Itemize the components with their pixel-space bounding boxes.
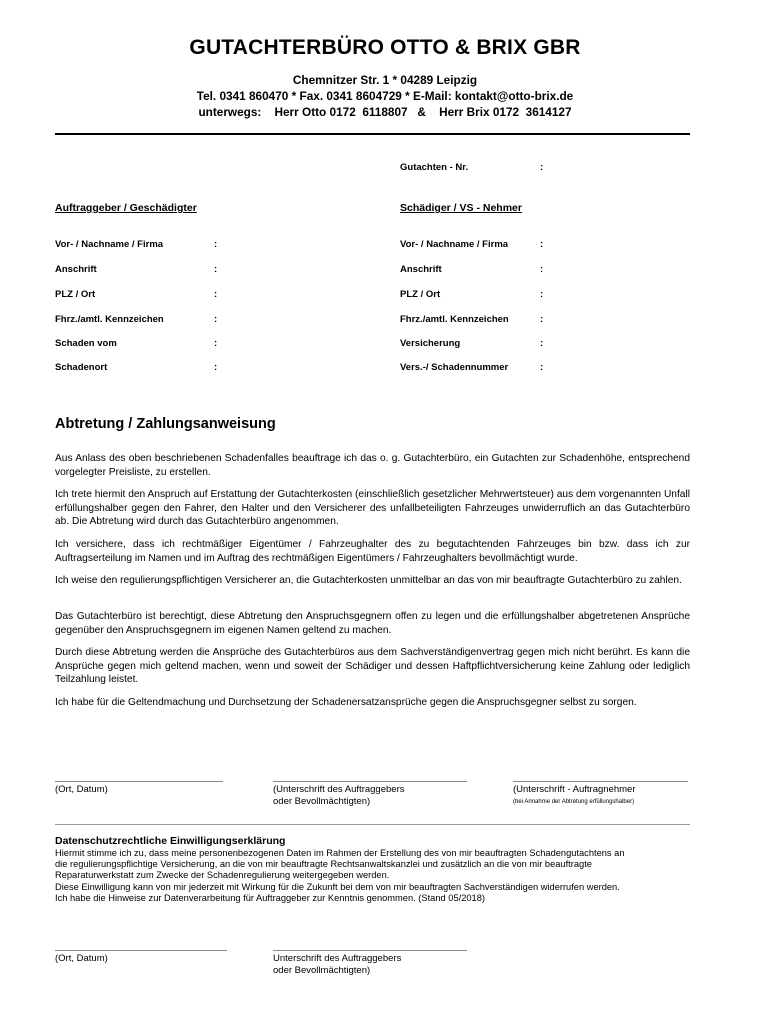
left-field-schaden-vom: Schaden vom: [55, 338, 117, 349]
right-field-plz-ort: PLZ / Ort: [400, 289, 441, 300]
gutachten-nr-label: Gutachten - Nr.: [400, 162, 469, 173]
sig-auftragnehmer-label: (Unterschrift - Auftragnehmer: [513, 784, 636, 795]
abtretung-paragraph-4: Ich weise den regulierungspflichtigen Versicherer an, die Gutachterkosten unmittelbar an das von mir beauftragte Gutachterbüro zu zahlen.: [55, 575, 682, 586]
left-field-anschrift: Anschrift: [55, 264, 97, 275]
datenschutz-line-4: Diese Einwilligung kann von mir jederzeit mit Wirkung für die Zukunft bei dem von mir beauftragten Sachverständigen widerrufen werden.: [55, 882, 620, 892]
letterhead-address: Chemnitzer Str. 1 * 04289 Leipzig: [292, 73, 478, 87]
left-field-name: Vor- / Nachname / Firma: [55, 239, 164, 250]
sig-auftraggeber-label: (Unterschrift des Auftraggebers: [273, 784, 405, 795]
sig-auftraggeber-label-2: oder Bevollmächtigten): [273, 796, 371, 807]
abtretung-paragraph-3: Ich versichere, dass ich rechtmäßiger Eigentümer / Fahrzeughalter des zu begutachtenden Fahrzeuges bin bzw. dass ich zur Auftragserteilung im Namen und im Auftrag des rechtmäßigen Eigentümers / Fahrzeughalters bevollmächtigt wurde.: [55, 539, 690, 564]
header-rule: [55, 133, 690, 135]
signature-line-auftraggeber: [273, 781, 467, 782]
signature-line-auftragnehmer: [513, 781, 688, 782]
abtretung-paragraph-1: Aus Anlass des oben beschriebenen Schadenfalles beauftrage ich das o. g. Gutachterbüro, ein Gutachten zur Schadenhöhe, entsprechend vorgelegter Preisliste, zu erstellen.: [55, 453, 690, 478]
left-field-name-colon: :: [214, 239, 218, 250]
right-field-versicherung: Versicherung: [400, 338, 461, 349]
left-field-schadenort: Schadenort: [55, 362, 108, 373]
schaediger-heading: Schädiger / VS - Nehmer: [400, 202, 522, 214]
right-field-plz-ort-colon: :: [540, 289, 544, 300]
letterhead-title: GUTACHTERBÜRO OTTO & BRIX GBR: [189, 36, 581, 59]
sig2-ort-datum-label: (Ort, Datum): [55, 953, 108, 964]
right-field-name: Vor- / Nachname / Firma: [400, 239, 509, 250]
letterhead-contact: Tel. 0341 860470 * Fax. 0341 8604729 * E-Mail: kontakt@otto-brix.de: [196, 89, 574, 103]
left-field-plz-ort: PLZ / Ort: [55, 289, 96, 300]
abtretung-heading: Abtretung / Zahlungsanweisung: [55, 416, 276, 432]
sig-auftragnehmer-note: (bei Annahme der Abtretung erfüllungshalber): [513, 799, 635, 805]
left-field-kennzeichen: Fhrz./amtl. Kennzeichen: [55, 314, 164, 325]
datenschutz-line-2: die regulierungspflichtige Versicherung, an die von mir beauftragte Rechtsanwaltskanzlei und zusätzlich an die von mir beauftragte: [55, 859, 592, 869]
datenschutz-line-1: Hiermit stimme ich zu, dass meine personenbezogenen Daten im Rahmen der Erstellung des von mir beauftragten Schadengutachtens an: [55, 848, 625, 858]
abtretung-paragraph-7: Ich habe für die Geltendmachung und Durchsetzung der Schadenersatzansprüche gegen die Anspruchsgegner selbst zu sorgen.: [55, 697, 637, 708]
abtretung-paragraph-5: Das Gutachterbüro ist berechtigt, diese Abtretung den Anspruchsgegnern offen zu legen und die erfüllungshalber abgetretenen Ansprüche gegenüber den Anspruchsgegnern im eigenen Namen geltend zu machen.: [55, 611, 690, 636]
auftraggeber-heading: Auftraggeber / Geschädigter: [55, 202, 197, 214]
datenschutz-heading: Datenschutzrechtliche Einwilligungserklärung: [55, 835, 286, 847]
sig2-auftraggeber-label-2: oder Bevollmächtigten): [273, 965, 371, 976]
right-field-schadennummer: Vers.-/ Schadennummer: [400, 362, 509, 373]
right-field-kennzeichen: Fhrz./amtl. Kennzeichen: [400, 314, 509, 325]
right-field-anschrift: Anschrift: [400, 264, 442, 275]
signature-line-ort-datum: [55, 781, 223, 782]
gutachten-nr-colon: :: [540, 162, 544, 173]
right-field-name-colon: :: [540, 239, 544, 250]
right-field-kennzeichen-colon: :: [540, 314, 544, 325]
left-field-schaden-vom-colon: :: [214, 338, 218, 349]
datenschutz-line-5: Ich habe die Hinweise zur Datenverarbeitung für Auftraggeber zur Kenntnis genommen. (Stand 05/2018): [55, 893, 485, 903]
right-field-schadennummer-colon: :: [540, 362, 544, 373]
datenschutz-separator: [55, 824, 690, 825]
abtretung-paragraph-6: Durch diese Abtretung werden die Ansprüche des Gutachterbüros aus dem Sachverständigenvertrag gegen mich nicht berührt. Es kann die Ansprüche gegen mich geltend machen, wenn und soweit der Schädiger und dessen Haftpflichtversicherung keine Zahlung oder lediglich Teilzahlung leistet.: [55, 647, 690, 685]
left-field-plz-ort-colon: :: [214, 289, 218, 300]
right-field-versicherung-colon: :: [540, 338, 544, 349]
left-field-kennzeichen-colon: :: [214, 314, 218, 325]
left-field-schadenort-colon: :: [214, 362, 218, 373]
sig2-auftraggeber-label: Unterschrift des Auftraggebers: [273, 953, 402, 964]
datenschutz-line-3: Reparaturwerkstatt zum Zwecke der Schadenregulierung weitergegeben werden.: [55, 870, 390, 880]
abtretung-paragraph-2: Ich trete hiermit den Anspruch auf Erstattung der Gutachterkosten (einschließlich gesetzlicher Mehrwertsteuer) aus dem vorgenannten Unfall erfüllungshalber gegen den Fahrer, den Halter und den Versicherer des unfallbeteiligten Fahrzeuges unwiderruflich an das Gutachterbüro ab. Die Abtretung wird durch das Gutachterbüro angenommen.: [55, 489, 690, 527]
signature2-line-auftraggeber: [273, 950, 467, 951]
letterhead-mobile: unterwegs: Herr Otto 0172 6118807 & Herr Brix 0172 3614127: [198, 105, 572, 119]
left-field-anschrift-colon: :: [214, 264, 218, 275]
right-field-anschrift-colon: :: [540, 264, 544, 275]
sig-ort-datum-label: (Ort, Datum): [55, 784, 108, 795]
signature2-line-ort-datum: [55, 950, 227, 951]
